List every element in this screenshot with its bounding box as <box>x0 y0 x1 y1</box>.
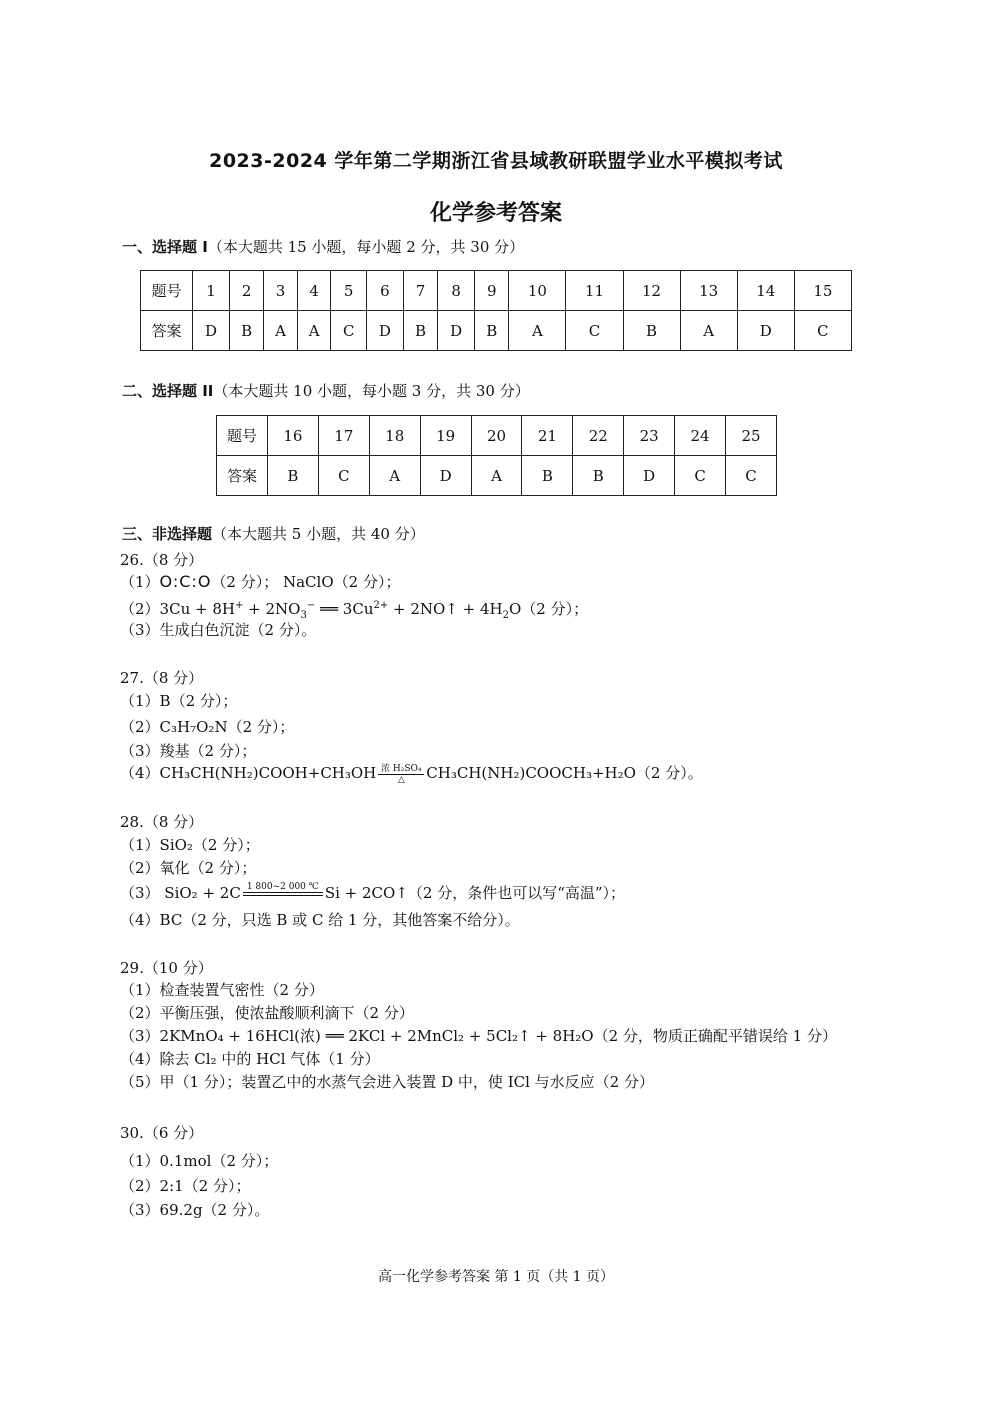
row-label-number: 题号 <box>141 271 193 311</box>
answer-cell: C <box>726 456 777 496</box>
condition-top: 浓 H₂SO₄ <box>381 763 422 774</box>
question-number-cell: 15 <box>794 271 851 311</box>
answer-cell: A <box>509 311 566 351</box>
question-number-cell: 9 <box>475 271 509 311</box>
question-number-cell: 20 <box>471 416 522 456</box>
condition-top: 1 800~2 000 ℃ <box>246 882 319 892</box>
question-number-cell: 14 <box>737 271 794 311</box>
q27-answer-4 <box>120 762 703 785</box>
q27-answer-2: （2）C₃H₇O₂N（2 分）； <box>120 718 295 736</box>
question-number-cell: 11 <box>566 271 623 311</box>
answer-cell: C <box>566 311 623 351</box>
section1-heading <box>122 236 524 257</box>
question-number-cell: 10 <box>509 271 566 311</box>
answer-cell: B <box>230 311 264 351</box>
q29-answer-1: （1）检查装置气密性（2 分） <box>120 981 324 999</box>
q28-answer-1: （1）SiO₂（2 分）； <box>120 836 260 854</box>
answer-cell: D <box>737 311 794 351</box>
q29-heading: 29.（10 分） <box>120 959 213 977</box>
q26-l2-sup: + <box>234 600 244 611</box>
condition-bottom: △ <box>397 774 405 785</box>
question-number-cell: 13 <box>680 271 737 311</box>
q29-answer-4: （4）除去 Cl₂ 中的 HCl 气体（1 分） <box>120 1050 380 1068</box>
answer-cell: D <box>420 456 471 496</box>
question-number-cell: 17 <box>318 416 369 456</box>
q29-answer-2: （2）平衡压强，使浓盐酸顺利滴下（2 分） <box>120 1004 414 1022</box>
reaction-condition-arrow <box>378 764 424 785</box>
row-label-number: 题号 <box>217 416 268 456</box>
q30-heading: 30.（6 分） <box>120 1124 204 1142</box>
q26-answer-1 <box>120 571 400 593</box>
answer-cell: A <box>680 311 737 351</box>
q26-l2-part: + 2NO↑ + 4H <box>388 600 503 618</box>
table-row-answers <box>141 311 852 351</box>
page-footer: 高一化学参考答案 第 1 页（共 1 页） <box>377 1269 615 1285</box>
section2-note: （本大题共 10 小题，每小题 3 分，共 30 分） <box>213 382 530 400</box>
answer-cell: C <box>318 456 369 496</box>
q26-l2-part: + 2NO <box>243 600 301 618</box>
answer-cell: B <box>403 311 437 351</box>
section3-title: 三、非选择题 <box>122 525 213 543</box>
answer-cell: B <box>573 456 624 496</box>
reaction-condition-equals <box>243 882 323 906</box>
q27-l4-left: （4）CH₃CH(NH₂)COOH+CH₃OH <box>120 764 377 782</box>
question-number-cell: 2 <box>230 271 264 311</box>
question-number-cell: 6 <box>366 271 403 311</box>
q28-answer-4: （4）BC（2 分，只选 B 或 C 给 1 分，其他答案不给分）。 <box>120 911 520 929</box>
section3-heading <box>122 523 425 544</box>
section1-title: 一、选择题 I <box>122 238 208 256</box>
answer-cell: C <box>675 456 726 496</box>
question-number-cell: 3 <box>264 271 298 311</box>
section2-heading <box>122 380 530 401</box>
q29-answer-5: （5）甲（1 分）；装置乙中的水蒸气会进入装置 D 中，使 ICl 与水反应（2 分） <box>120 1073 654 1091</box>
question-number-cell: 24 <box>675 416 726 456</box>
question-number-cell: 23 <box>624 416 675 456</box>
question-number-cell: 16 <box>268 416 319 456</box>
q26-l2-sup: − <box>306 600 316 611</box>
q26-l2-sub: 2 <box>502 610 509 621</box>
answer-cell: B <box>475 311 509 351</box>
table-row-answers <box>217 456 777 496</box>
question-number-cell: 25 <box>726 416 777 456</box>
question-number-cell: 12 <box>623 271 680 311</box>
table-row-numbers <box>217 416 777 456</box>
answer-cell: D <box>438 311 475 351</box>
co2-electron-formula: O:C:O <box>159 572 212 591</box>
section2-answer-table <box>216 415 777 496</box>
answer-cell: B <box>522 456 573 496</box>
question-number-cell: 21 <box>522 416 573 456</box>
q26-answer-3: （3）生成白色沉淀（2 分）。 <box>120 621 317 639</box>
q29-answer-3: （3）2KMnO₄ + 16HCl(浓) ══ 2KCl + 2MnCl₂ + 5Cl₂↑ + 8H₂O（2 分，物质正确配平错误给 1 分） <box>120 1027 837 1045</box>
condition-bottom-spacer <box>243 896 323 906</box>
question-number-cell: 5 <box>331 271 366 311</box>
answer-cell: D <box>193 311 230 351</box>
q26-l2-part: ══ 3Cu <box>315 600 374 618</box>
answer-cell: A <box>471 456 522 496</box>
question-number-cell: 1 <box>193 271 230 311</box>
section3-note: （本大题共 5 小题，共 40 分） <box>212 525 425 543</box>
q26-l1-rest: （2 分）； NaClO（2 分）； <box>211 573 401 591</box>
answer-cell: B <box>623 311 680 351</box>
q27-answer-3: （3）羧基（2 分）； <box>120 742 257 760</box>
question-number-cell: 4 <box>297 271 331 311</box>
answer-cell: A <box>297 311 331 351</box>
q28-l3-right: Si + 2CO↑（2 分，条件也可以写“高温”）； <box>324 884 626 902</box>
q26-l2-part: （2）3Cu + 8H <box>120 600 235 618</box>
q28-heading: 28.（8 分） <box>120 813 204 831</box>
q26-l1-prefix: （1） <box>120 573 160 591</box>
answer-cell: A <box>264 311 298 351</box>
q28-l3-left: （3） SiO₂ + 2C <box>120 884 241 902</box>
answer-cell: A <box>369 456 420 496</box>
q30-answer-2: （2）2:1（2 分）； <box>120 1177 251 1195</box>
question-number-cell: 18 <box>369 416 420 456</box>
answer-cell: D <box>366 311 403 351</box>
q27-answer-1: （1）B（2 分）； <box>120 692 238 710</box>
q30-answer-3: （3）69.2g（2 分）。 <box>120 1201 270 1219</box>
question-number-cell: 8 <box>438 271 475 311</box>
q26-heading: 26.（8 分） <box>120 551 204 569</box>
q30-answer-1: （1）0.1mol（2 分）； <box>120 1152 279 1170</box>
q28-answer-2: （2）氧化（2 分）； <box>120 859 257 877</box>
question-number-cell: 22 <box>573 416 624 456</box>
row-label-answer: 答案 <box>141 311 193 351</box>
section1-note: （本大题共 15 小题，每小题 2 分，共 30 分） <box>207 238 525 256</box>
table-row-numbers <box>141 271 852 311</box>
answer-cell: C <box>794 311 851 351</box>
answer-cell: B <box>268 456 319 496</box>
section1-answer-table <box>140 270 852 351</box>
section2-title: 二、选择题 II <box>122 382 214 400</box>
q26-l2-sub: 3 <box>300 610 307 621</box>
row-label-answer: 答案 <box>217 456 268 496</box>
q28-answer-3 <box>120 882 625 906</box>
q27-heading: 27.（8 分） <box>120 669 204 687</box>
exam-subtitle: 化学参考答案 <box>429 201 562 226</box>
question-number-cell: 19 <box>420 416 471 456</box>
answer-cell: D <box>624 456 675 496</box>
exam-title: 2023-2024 学年第二学期浙江省县域教研联盟学业水平模拟考试 <box>209 150 783 172</box>
q27-l4-right: CH₃CH(NH₂)COOCH₃+H₂O（2 分）。 <box>426 764 703 782</box>
answer-cell: C <box>331 311 366 351</box>
q26-l2-sup: 2+ <box>373 600 389 611</box>
question-number-cell: 7 <box>403 271 437 311</box>
q26-l2-part: O（2 分）； <box>508 600 589 618</box>
